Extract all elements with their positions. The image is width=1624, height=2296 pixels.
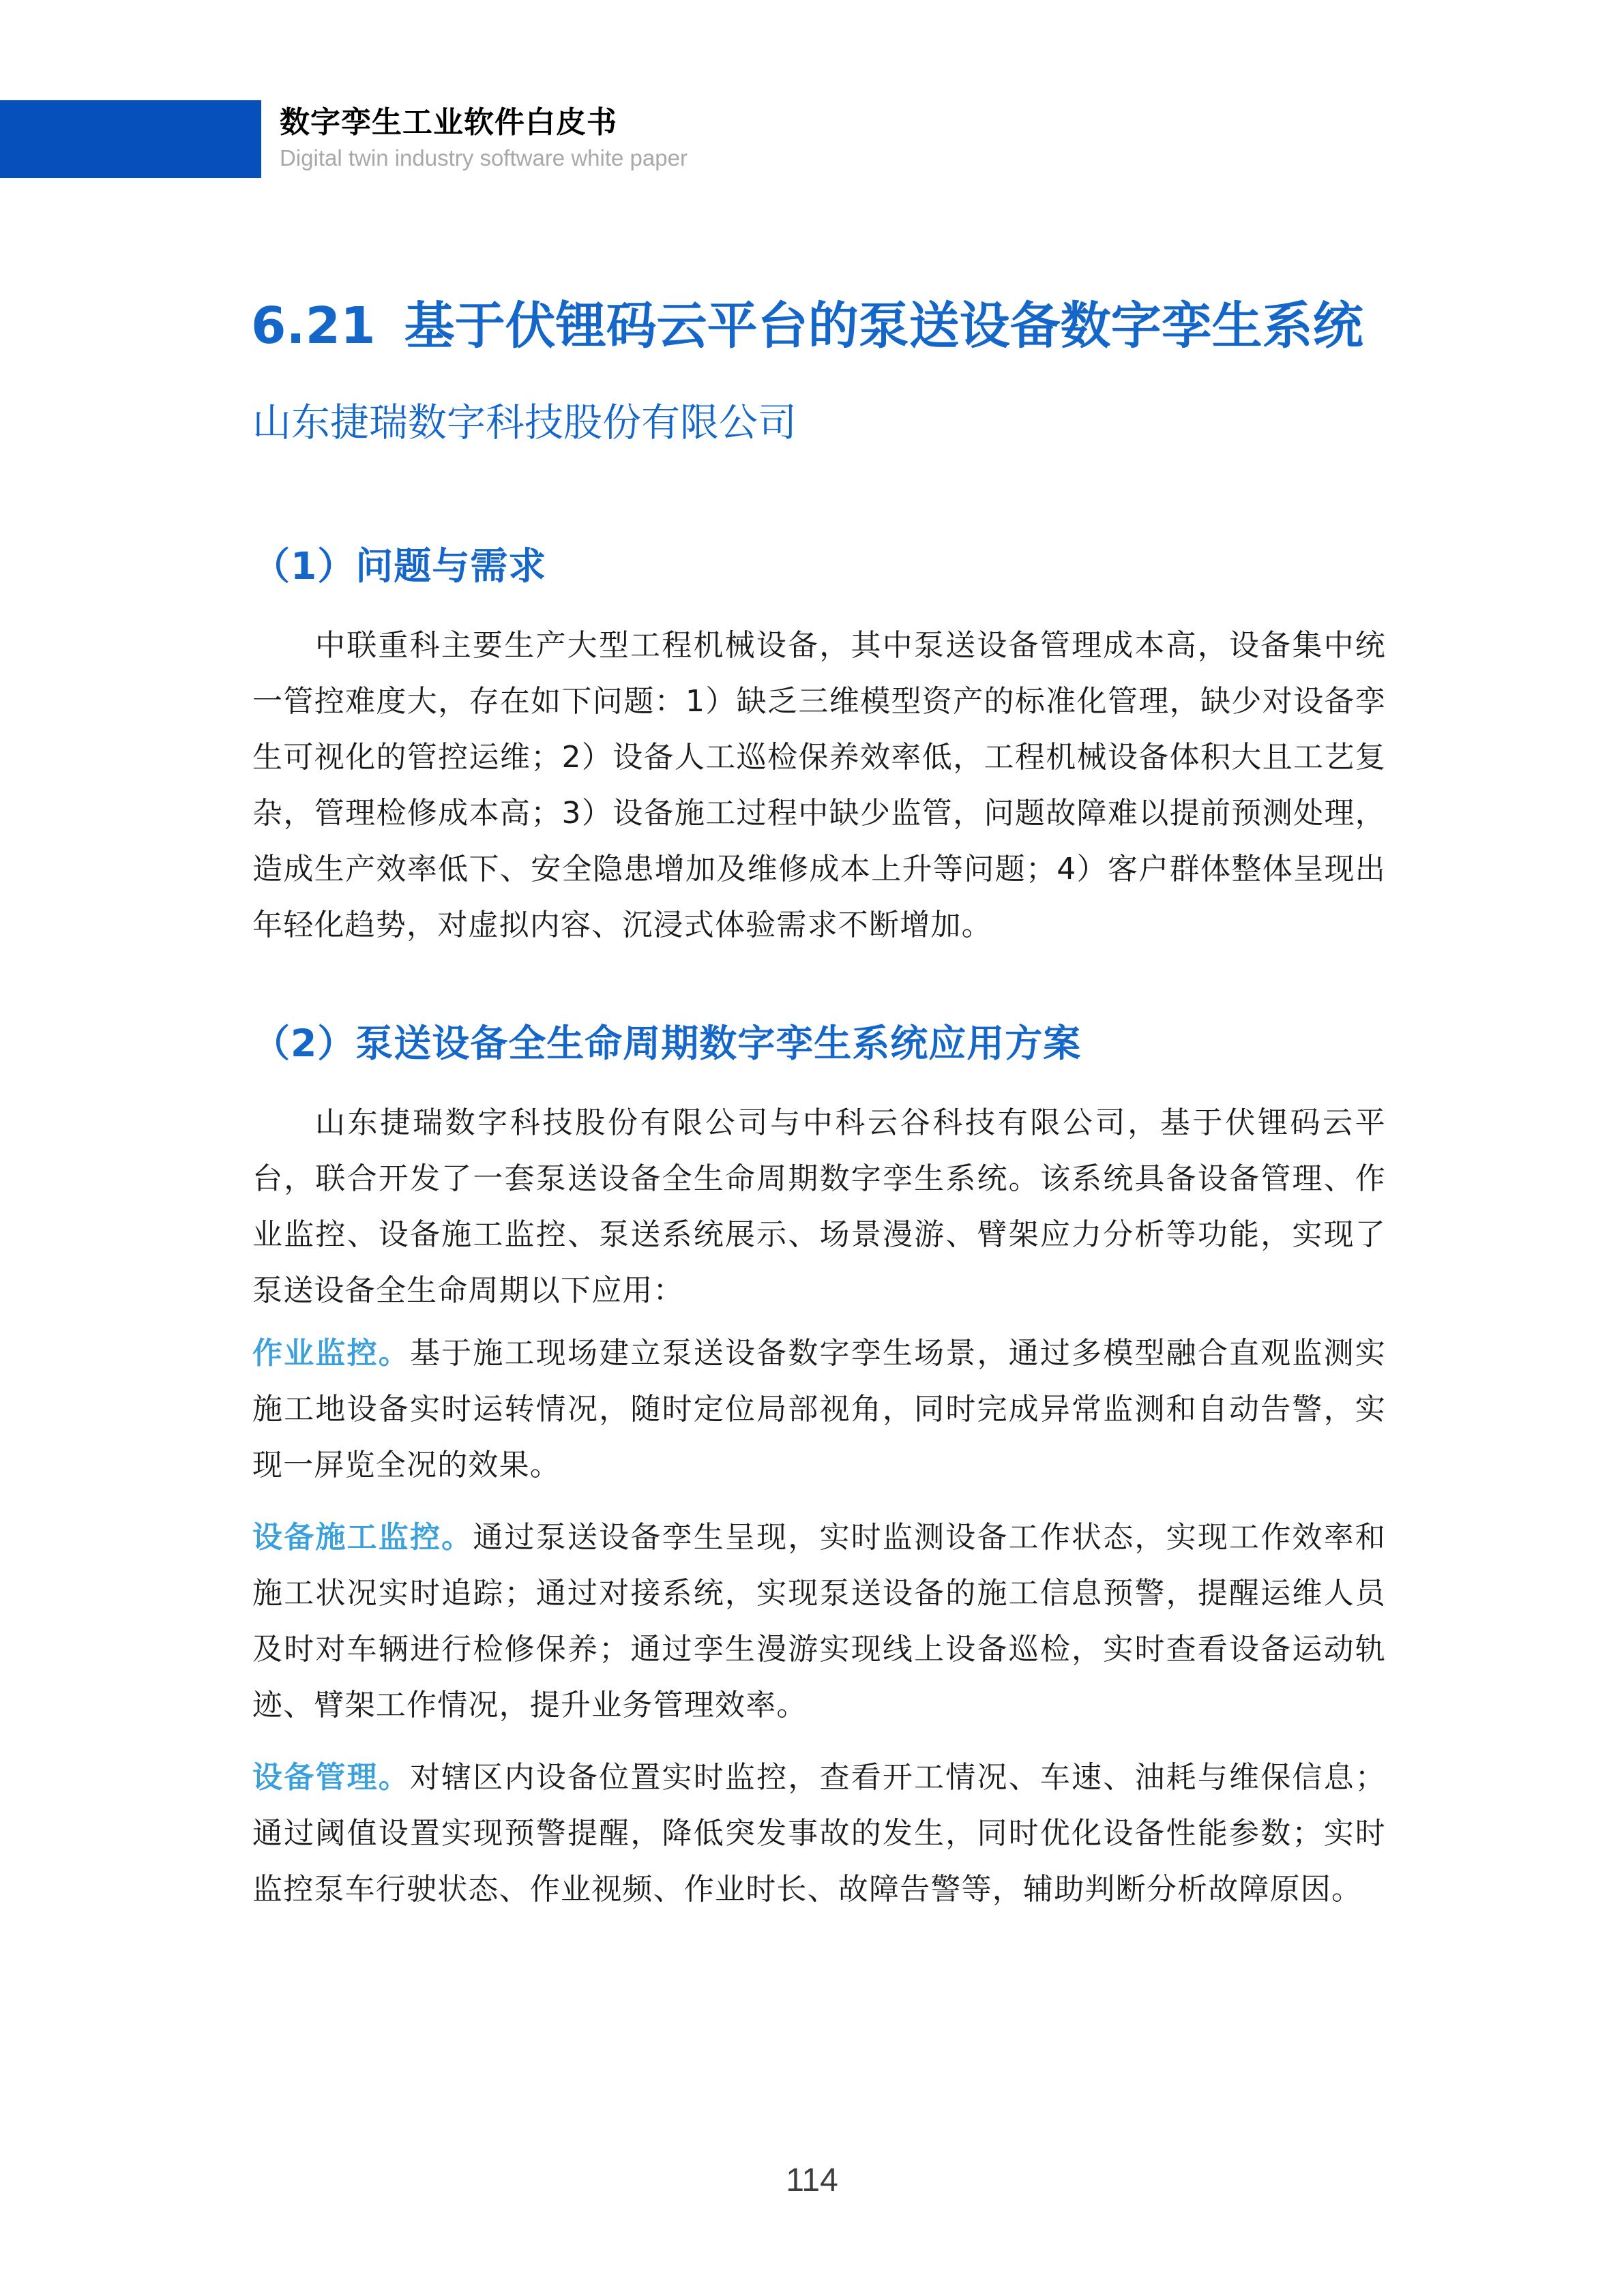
item-label: 设备管理。	[252, 1760, 410, 1795]
list-item-operation-monitoring	[252, 1326, 1386, 1493]
article-body	[252, 539, 1386, 1918]
paragraph-solution-intro: 山东捷瑞数字科技股份有限公司与中科云谷科技有限公司，基于伏锂码云平台，联合开发了一套泵送设备全生命周期数字孪生系统。该系统具备设备管理、作业监控、设备施工监控、泵送系统展示、场景漫游、臂架应力分析等功能，实现了泵送设备全生命周期以下应用：	[252, 1105, 1386, 1308]
section-number: 6.21	[251, 297, 376, 355]
page-title	[251, 292, 1363, 360]
item-text: 基于施工现场建立泵送设备数字孪生场景，通过多模型融合直观监测实施工地设备实时运转情况，随时定位局部视角，同时完成异常监测和自动告警，实现一屏览全况的效果。	[252, 1336, 1387, 1482]
paragraph-problem: 中联重科主要生产大型工程机械设备，其中泵送设备管理成本高，设备集中统一管控难度大，存在如下问题：1）缺乏三维模型资产的标准化管理，缺少对设备孪生可视化的管控运维；2）设备人工巡检保养效率低，工程机械设备体积大且工艺复杂，管理检修成本高；3）设备施工过程中缺少监管，问题故障难以提前预测处理，造成生产效率低下、安全隐患增加及维修成本上升等问题；4）客户群体整体呈现出年轻化趋势，对虚拟内容、沉浸式体验需求不断增加。	[252, 628, 1386, 942]
list-item-construction-monitoring	[252, 1510, 1386, 1733]
page-number: 114	[786, 2162, 838, 2198]
item-text: 对辖区内设备位置实时监控，查看开工情况、车速、油耗与维保信息；通过阈值设置实现预警提醒，降低突发事故的发生，同时优化设备性能参数；实时监控泵车行驶状态、作业视频、作业时长、故障告警等，辅助判断分析故障原因。	[252, 1760, 1387, 1907]
section-heading-problem: （1）问题与需求	[252, 544, 547, 588]
list-item-equipment-management	[252, 1750, 1386, 1918]
running-header-title: 数字孪生工业软件白皮书	[280, 105, 617, 140]
company-name: 山东捷瑞数字科技股份有限公司	[252, 400, 797, 445]
running-header-subtitle: Digital twin industry software white paper	[280, 145, 688, 170]
section-title: 基于伏锂码云平台的泵送设备数字孪生系统	[404, 297, 1363, 355]
item-text: 通过泵送设备孪生呈现，实时监测设备工作状态，实现工作效率和施工状况实时追踪；通过对接系统，实现泵送设备的施工信息预警，提醒运维人员及时对车辆进行检修保养；通过孪生漫游实现线上设备巡检，实时查看设备运动轨迹、臂架工作情况，提升业务管理效率。	[252, 1520, 1386, 1723]
item-label: 设备施工监控。	[252, 1520, 473, 1555]
section-heading-solution: （2）泵送设备全生命周期数字孪生系统应用方案	[252, 1022, 1082, 1065]
item-label: 作业监控。	[252, 1336, 410, 1371]
header-accent-bar	[0, 100, 261, 178]
